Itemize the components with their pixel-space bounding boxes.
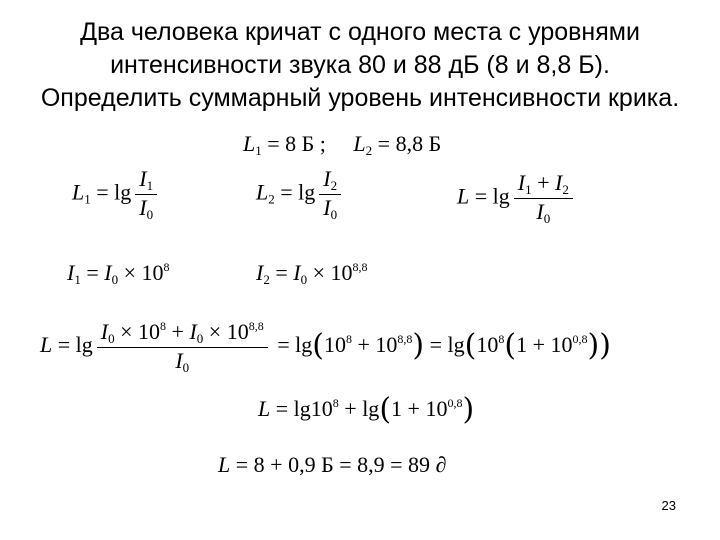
title-line-1: Два человека кричат с одного места с уровнями — [80, 18, 640, 46]
problem-statement — [0, 16, 720, 115]
given-levels: $L_1 = 8$ Б ; $L_2 = 8,8$ Б — [243, 131, 442, 158]
title-line-3: Определить суммарный уровень интенсивности крика. — [40, 84, 680, 112]
formula-result: L = 8 + 0,9 Б = 8,9 = 89 ∂ — [218, 452, 447, 477]
title-line-2: интенсивности звука 80 и 88 дБ (8 и 8,8 Б). — [110, 51, 610, 79]
formula-log-split: $L = \lg 10^8 + \lg(1 + 10^{0,8})$ — [258, 392, 475, 427]
formula-i1: $I_1 = I_0 \times 10^8$ — [67, 260, 170, 287]
formula-i2: $I_2 = I_0 \times 10^{8,8}$ — [256, 260, 368, 287]
formula-l1-definition: $L_1 = \lg$ $\frac{I_1}{I_0}$ — [72, 168, 161, 221]
formula-total-definition: L = lg $\frac{I_1 + I_2}{I_0}$ — [457, 172, 577, 225]
formula-l2-definition: $L_2 = \lg$ $\frac{I_2}{I_0}$ — [256, 168, 345, 221]
formula-substitution: L = lg $\frac{I_0 \times 10^8 + I_0 \times 10^{8,8}}{I_0}$ = $\lg(10^8 + 10^{8,8}) = \lg(10^8(1 + 10^{0,8}))$ — [40, 319, 611, 375]
page-number: 23 — [661, 498, 676, 513]
